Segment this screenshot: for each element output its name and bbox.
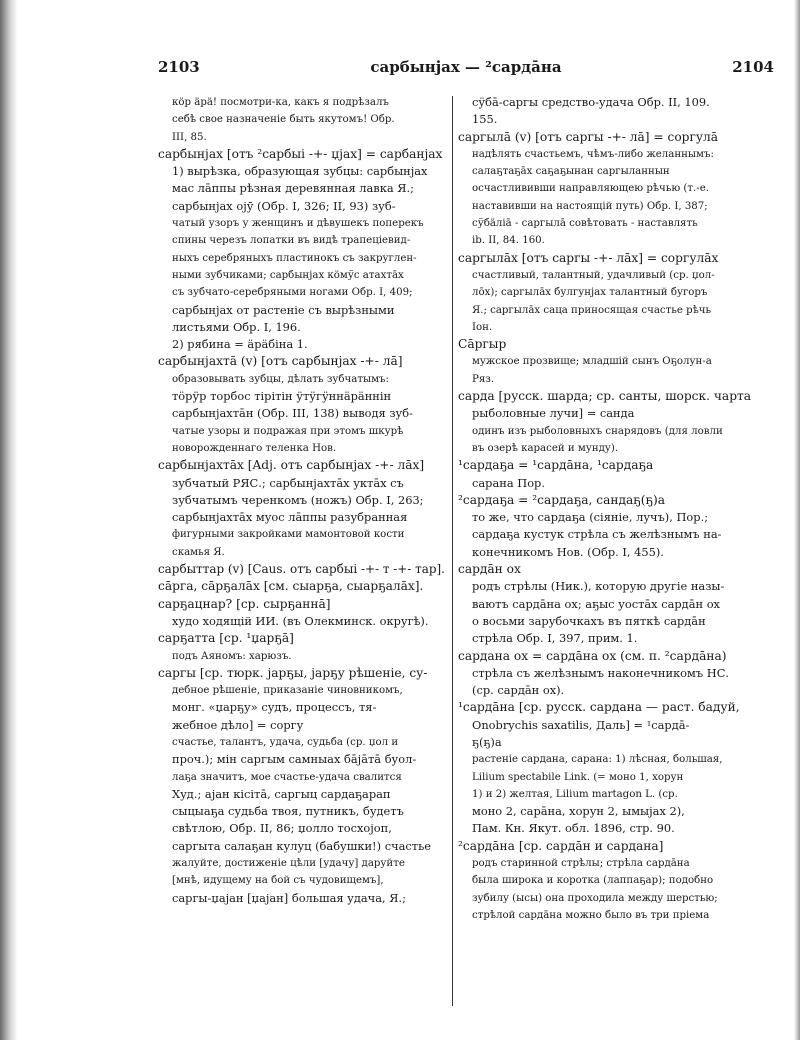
entry-text-line: Lilium spectabile Link. (= моно 1, хорун	[472, 771, 684, 783]
entry-text-line: ваютъ сардāна ох; аҕыс уостāх сардāн ох	[472, 596, 720, 611]
entry-text-line: съ зубчато-серебряными ногами Обр. I, 409;	[172, 287, 413, 299]
entry-headword-line: сарда [русск. шарда; ср. санты, шорск. чарта	[458, 389, 752, 404]
entry-text-line: жалуйте, достиженiе цѣли [удачу] даруйте	[172, 858, 405, 870]
entry-text-line: сӱбäлiā - саргылā совѣтовать - наставлять	[472, 218, 698, 230]
column-divider	[452, 96, 453, 1006]
entry-text-line: 2) рябина = äрäбiна 1.	[172, 337, 308, 352]
entry-headword-line: саргылā (v) [отъ саргы -+- лā] = соргулā	[458, 129, 719, 144]
entry-headword-line: сарҕатта [ср. ¹џарҕā]	[158, 631, 294, 646]
entry-text-line: осчастлививши направляющею рѣчью (т.-е.	[472, 183, 709, 195]
entry-text-line: сардаҕа кустук стрѣла съ желѣзнымъ на-	[472, 527, 722, 542]
entry-text-line: Onobrychis saxatilis, Даль] = ¹сардā-	[472, 717, 690, 732]
entry-text-line: чатый узоръ у женщинъ и дѣвушекъ поперекъ	[172, 218, 424, 230]
entry-text-line: III, 85.	[172, 131, 207, 143]
entry-text-line: саргыта салаҕан кулуц (бабушки!) счастье	[172, 838, 432, 853]
entry-text-line: худо ходящiй ИИ. (въ Олекминск. округѣ).	[172, 613, 429, 628]
scan-edge-shadow-right	[794, 0, 800, 1040]
entry-text-line: сӱбā-саргы средство-удача Обр. II, 109.	[472, 95, 710, 109]
entry-text-line: надѣлять счастьемъ, чѣмъ-либо желаннымъ:	[472, 148, 714, 160]
entry-headword-line: сарбынјахтā (v) [отъ сарбынјах -+- лā]	[158, 354, 403, 369]
entry-text-line: родъ стрѣлы (Ник.), которую другiе назы-	[472, 579, 725, 594]
entry-headword-line: ²сардāна [ср. сардāн и сардана]	[458, 838, 664, 853]
entry-text-line: родъ старинной стрѣлы; стрѣла сардāна	[472, 858, 690, 870]
entry-text-line: сарбынјахтāх муос лāппы разубранная	[172, 510, 408, 525]
entry-text-line: моно 2, сарāна, хорун 2, ымыјах 2),	[472, 804, 685, 819]
entry-text-line: фигурными закройками мамонтовой кости	[172, 529, 405, 541]
entry-text-line: въ озерѣ карасей и мунду).	[472, 442, 619, 454]
right-column	[458, 94, 774, 994]
entry-text-line: дебное рѣшенiе, приказанiе чиновникомъ,	[172, 685, 403, 697]
entry-text-line: салаҕтаҕāх саҕаҕынан саргыланнын	[472, 166, 670, 178]
entry-text-line: 155.	[472, 112, 498, 127]
entry-text-line: проч.); мiн саргым самныах бāјāтā буол-	[172, 752, 417, 767]
entry-text-line: сарбынјах от растенiе съ вырѣзными	[172, 302, 395, 317]
entry-text-line: конечникомъ Нов. (Обр. I, 455).	[472, 544, 664, 559]
entry-text-line: сарбынјах ојӯ (Обр. I, 326; II, 93) зуб-	[172, 198, 396, 213]
entry-headword-line: сарбыттар (v) [Caus. отъ сарбыі -+- т -+- тар].	[158, 562, 445, 577]
entry-text-line: мужское прозвище; младшiй сынъ Оҕолун-а	[472, 356, 712, 368]
entry-text-line: свѣтлою, Обр. II, 86; џолло тосхојоп,	[172, 821, 392, 836]
entry-text-line: растенiе сардана, сарана: 1) лѣсная, большая,	[472, 754, 723, 766]
entry-headword-line: сарбынјах [отъ ²сарбыі -+- џјах] = сарбанјах	[158, 146, 443, 161]
entry-text-line: сарбынјахтāн (Обр. III, 138) выводя зуб-	[172, 406, 413, 421]
entry-headword-line: сардāн ох	[458, 562, 521, 577]
scan-edge-shadow	[0, 0, 18, 1040]
entry-headword-line: ¹сардāна [ср. русск. сардана — раст. бадуй,	[458, 700, 740, 715]
entry-headword-line: сāрга, сāрҕалāх [см. сыарҕа, сыарҕалāх].	[158, 579, 424, 594]
entry-text-line: стрѣла Обр. I, 397, прим. 1.	[472, 631, 638, 646]
entry-text-line: скамья Я.	[172, 546, 225, 558]
entry-headword-line: саргылāх [отъ саргы -+- лāх] = соргулāх	[458, 250, 719, 265]
entry-text-line: Пам. Кн. Якут. обл. 1896, стр. 90.	[472, 821, 675, 836]
entry-headword-line: Сāргыр	[458, 337, 507, 352]
entry-headword-line: ²сардаҕа = ²сардаҕа, сандаҕ(ҕ)а	[458, 492, 666, 507]
entry-headword-line: саргы [ср. тюрк. јарҕы, јарҕу рѣшенiе, су-	[158, 665, 428, 680]
entry-text-line: стрѣлой сардāна можно было въ три прiема	[472, 909, 710, 921]
entry-text-line: ными зубчиками; сарбынјах кöмӱс атахтāх	[172, 269, 404, 281]
page-number-right: 2104	[732, 58, 774, 76]
entry-text-line: [мнѣ, идущему на бой съ чудовищемъ],	[172, 875, 384, 887]
entry-text-line: 1) вырѣзка, образующая зубцы: сарбынјах	[172, 164, 428, 179]
entry-text-line: (ср. сардāн ох).	[472, 683, 565, 698]
entry-text-line: жебное дѣло] = соргу	[172, 717, 304, 732]
entry-text-line: спины черезъ лопатки въ видѣ трапецiевид-	[172, 235, 411, 247]
entry-text-line: счастье, талантъ, удача, судьба (ср. џол и	[172, 736, 399, 748]
left-column	[158, 94, 448, 994]
entry-text-line: рыболовные лучи] = санда	[472, 406, 635, 421]
entry-text-line: одинъ изъ рыболовныхъ снарядовъ (для ловли	[472, 425, 723, 437]
entry-text-line: Худ.; ајан кiсiтā, саргыц сардаҕарап	[172, 786, 391, 801]
entry-text-line: кöр äрä! посмотри-ка, какъ я подрѣзалъ	[172, 97, 389, 108]
entry-text-line: подъ Аяномъ: харюзъ.	[172, 650, 292, 662]
entry-text-line: тöрӱр торбос тiрiтiн ӱтӱгӱннäрäннiн	[172, 389, 392, 404]
entry-text-line: лōх); саргылāх булгунјах талантный бугоръ	[472, 287, 708, 299]
entry-text-line: сарана Пор.	[472, 475, 545, 490]
entry-headword-line: сардана ох = сардāна ох (см. п. ²сардāна)	[458, 648, 727, 663]
entry-text-line: то же, что сардаҕа (сiянiе, лучъ), Пор.;	[472, 510, 709, 525]
entry-text-line: ҕ(ҕ)а	[472, 734, 502, 749]
entry-text-line: Ряз.	[472, 373, 495, 385]
page-number-left: 2103	[158, 58, 200, 76]
entry-text-line: ныхъ серебряныхъ пластинокъ съ закруглен-	[172, 252, 417, 264]
entry-text-line: мас лāппы рѣзная деревянная лавка Я.;	[172, 181, 414, 196]
entry-text-line: чатые узоры и подражая при этомъ шкурѣ	[172, 425, 404, 437]
entry-text-line: зубчатымъ черенкомъ (ножъ) Обр. I, 263;	[172, 492, 424, 507]
entry-text-line: лаҕа значитъ, мое счастье-удача свалится	[172, 771, 402, 783]
entry-text-line: новорожденнаго теленка Нов.	[172, 442, 337, 454]
entry-text-line: зубчатый РЯС.; сарбынјахтāх уктāх съ	[172, 475, 404, 490]
entry-text-line: себѣ свое назначенiе быть якутомъ! Обр.	[172, 114, 395, 126]
entry-text-line: 1) и 2) желтая, Lilium martagon L. (ср.	[472, 788, 678, 800]
entry-text-line: Іон.	[472, 321, 493, 333]
entry-text-line: ib. II, 84. 160.	[472, 235, 545, 247]
page-header	[158, 58, 774, 82]
entry-text-line: монг. «џарҕу» судъ, процессъ, тя-	[172, 700, 377, 715]
entry-text-line: наставивши на настоящiй путь) Обр. I, 387;	[472, 200, 708, 212]
entry-text-line: счастливый, талантный, удачливый (ср. џол-	[472, 269, 715, 281]
running-title: сарбынјах — ²сардāна	[370, 58, 562, 76]
entry-headword-line: ¹сардаҕа = ¹сардāна, ¹сардаҕа	[458, 458, 654, 473]
entry-text-line: сыцыаҕа судьба твоя, путникъ, будетъ	[172, 804, 404, 819]
entry-text-line: Я.; саргылāх саца приносящая счастье рѣчь	[472, 304, 712, 316]
entry-text-line: стрѣла съ желѣзнымъ наконечникомъ НС.	[472, 665, 730, 680]
entry-text-line: образовывать зубцы, дѣлать зубчатымъ:	[172, 373, 389, 385]
entry-text-line: листьями Обр. I, 196.	[172, 319, 301, 334]
entry-text-line: саргы-џајан [џајан] большая удача, Я.;	[172, 890, 406, 905]
entry-headword-line: сарбынјахтāх [Adj. отъ сарбынјах -+- лāх]	[158, 458, 425, 473]
entry-text-line: зубилу (ысы) она проходила между шерстью;	[472, 892, 718, 904]
entry-text-line: была широка и коротка (лаппаҕар); подобно	[472, 875, 714, 887]
entry-text-line: о восьми зарубочкахъ въ пяткѣ сардāн	[472, 613, 706, 628]
entry-headword-line: сарҕацнар? [ср. сырҕаннā]	[158, 596, 331, 611]
